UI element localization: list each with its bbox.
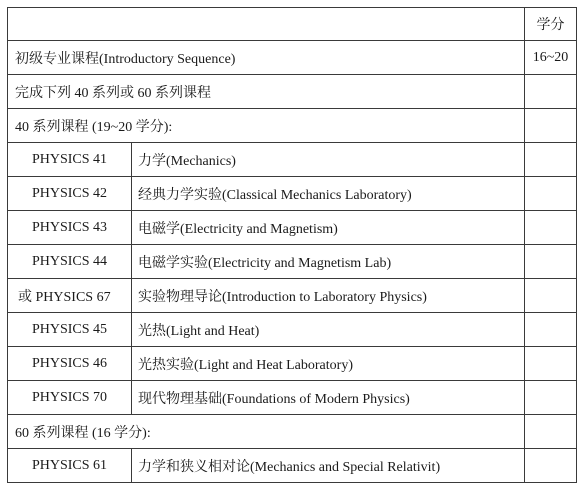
- table-row: [8, 143, 577, 177]
- table-row: [8, 211, 577, 245]
- course-title: 电磁学实验(Electricity and Magnetism Lab): [132, 245, 525, 279]
- table-row: [8, 245, 577, 279]
- series40-row: [8, 109, 577, 143]
- intro-label: 初级专业课程(Introductory Sequence): [8, 41, 525, 75]
- course-credit-cell: [525, 211, 577, 245]
- course-credit-cell: [525, 143, 577, 177]
- course-code: PHYSICS 70: [8, 381, 132, 415]
- course-code: 或 PHYSICS 67: [8, 279, 132, 313]
- course-title: 电磁学(Electricity and Magnetism): [132, 211, 525, 245]
- course-code: PHYSICS 41: [8, 143, 132, 177]
- course-credit-cell: [525, 381, 577, 415]
- table-row: [8, 177, 577, 211]
- course-credit-cell: [525, 347, 577, 381]
- course-title: 现代物理基础(Foundations of Modern Physics): [132, 381, 525, 415]
- table-row: [8, 381, 577, 415]
- series40-label: 40 系列课程 (19~20 学分):: [8, 109, 525, 143]
- course-code: PHYSICS 44: [8, 245, 132, 279]
- header-empty-cell: [8, 8, 525, 41]
- course-title: 光热实验(Light and Heat Laboratory): [132, 347, 525, 381]
- intro-credits: 16~20: [525, 41, 577, 75]
- course-code: PHYSICS 43: [8, 211, 132, 245]
- course-title: 实验物理导论(Introduction to Laboratory Physics): [132, 279, 525, 313]
- course-code: PHYSICS 61: [8, 449, 132, 483]
- table-row: [8, 279, 577, 313]
- course-title: 力学和狭义相对论(Mechanics and Special Relativit): [132, 449, 525, 483]
- course-credit-cell: [525, 449, 577, 483]
- intro-row: [8, 41, 577, 75]
- course-title: 光热(Light and Heat): [132, 313, 525, 347]
- series60-row: [8, 415, 577, 449]
- series40-credit-cell: [525, 109, 577, 143]
- course-credit-cell: [525, 279, 577, 313]
- course-credit-cell: [525, 177, 577, 211]
- course-credit-cell: [525, 313, 577, 347]
- course-title: 力学(Mechanics): [132, 143, 525, 177]
- course-code: PHYSICS 42: [8, 177, 132, 211]
- course-credit-cell: [525, 245, 577, 279]
- course-code: PHYSICS 45: [8, 313, 132, 347]
- course-title: 经典力学实验(Classical Mechanics Laboratory): [132, 177, 525, 211]
- course-requirements-table: [7, 7, 577, 483]
- header-row: [8, 8, 577, 41]
- table-row: [8, 313, 577, 347]
- series60-label: 60 系列课程 (16 学分):: [8, 415, 525, 449]
- course-code: PHYSICS 46: [8, 347, 132, 381]
- credit-header: 学分: [525, 8, 577, 41]
- choose-row: [8, 75, 577, 109]
- series60-credit-cell: [525, 415, 577, 449]
- table-row: [8, 449, 577, 483]
- choose-credit-cell: [525, 75, 577, 109]
- choose-label: 完成下列 40 系列或 60 系列课程: [8, 75, 525, 109]
- table-row: [8, 347, 577, 381]
